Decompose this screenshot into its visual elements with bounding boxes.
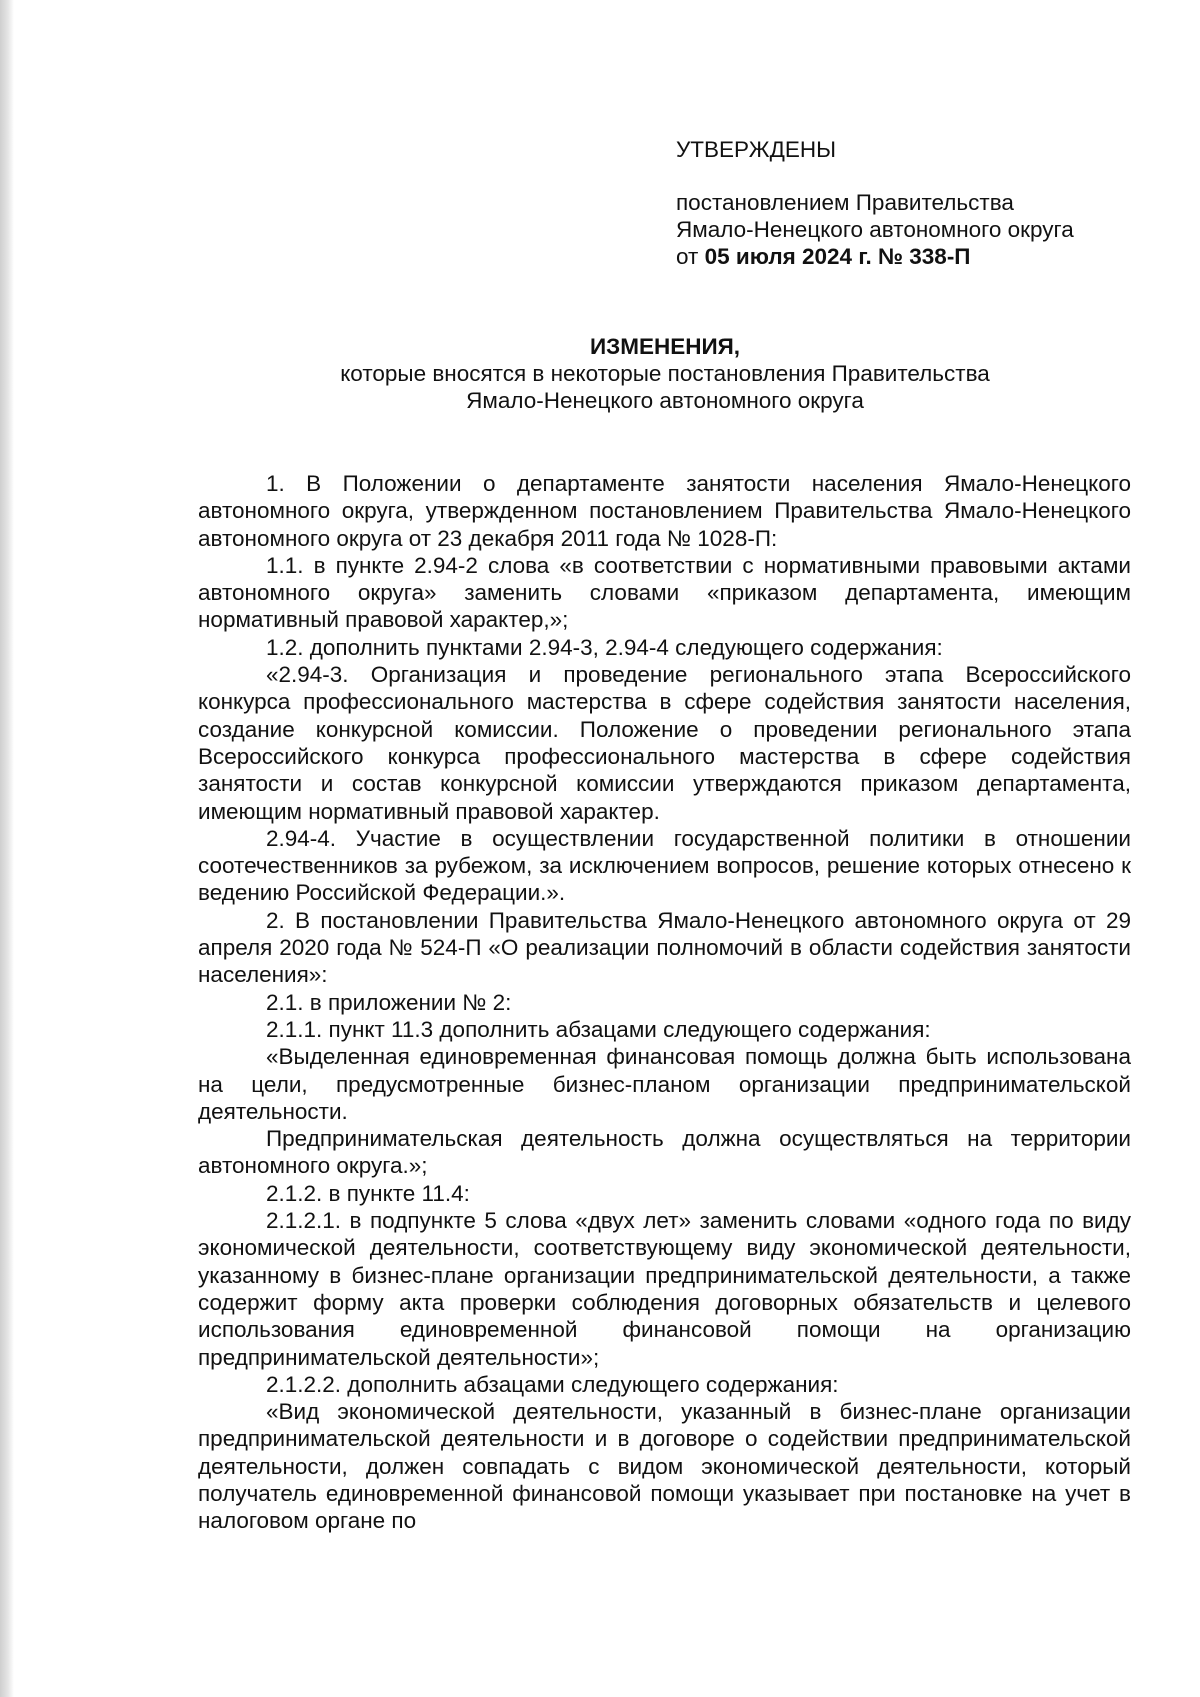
approval-stamp-block	[676, 136, 1156, 270]
approval-date-line	[676, 243, 1156, 270]
document-title-block	[200, 333, 1130, 414]
paragraph: 2.1.2.2. дополнить абзацами следующего содержания:	[266, 1371, 839, 1397]
approval-line-2: Ямало-Ненецкого автономного округа	[676, 217, 1074, 242]
paragraph: «Выделенная единовременная финансовая помощь должна быть использована на цели, предусмотренные бизнес-планом организации предпринимательской деятельности.	[198, 1044, 1131, 1124]
approval-date-prefix: от	[676, 244, 705, 269]
paragraph: 2. В постановлении Правительства Ямало-Ненецкого автономного округа от 29 апреля 2020 года № 524-П «О реализации полномочий в области содействия занятости населения»:	[198, 907, 1131, 988]
paragraph: 2.1.1. пункт 11.3 дополнить абзацами следующего содержания:	[266, 1016, 931, 1042]
scan-edge-shadow	[0, 0, 14, 1697]
paragraph: 1.2. дополнить пунктами 2.94-3, 2.94-4 следующего содержания:	[266, 634, 943, 660]
paragraph: 2.1. в приложении № 2:	[266, 989, 512, 1015]
document-subtitle-line-2: Ямало-Ненецкого автономного округа	[466, 388, 864, 413]
paragraph: 2.1.2. в пункте 11.4:	[266, 1180, 470, 1206]
approval-date-number: 05 июля 2024 г. № 338-П	[704, 244, 971, 269]
document-subtitle-line-1: которые вносятся в некоторые постановления Правительства	[340, 361, 990, 386]
paragraph: «Вид экономической деятельности, указанный в бизнес-плане организации предпринимательской деятельности и в договоре о содействии предпринимательской деятельности, должен совпадать с видом экономической деятельности, который получатель единовременной финансовой помощи указывает при постановке на учет в налоговом органе по	[198, 1399, 1131, 1534]
paragraph: «2.94-3. Организация и проведение регионального этапа Всероссийского конкурса профессионального мастерства в сфере содействия занятости населения, создание конкурсной комиссии. Положение о проведении регионального этапа Всероссийского конкурса профессионального мастерства в сфере содействия занятости и состав конкурсной комиссии утверждаются приказом департамента, имеющим нормативный правовой характер.	[198, 662, 1131, 824]
paragraph: 2.1.2.1. в подпункте 5 слова «двух лет» заменить словами «одного года по виду экономической деятельности, соответствующему виду экономической деятельности, указанному в бизнес-плане организации предпринимательской деятельности, а также содержит форму акта проверки соблюдения договорных обязательств и целевого использования единовременной финансовой помощи на организацию предпринимательской деятельности»;	[198, 1208, 1131, 1370]
approval-line-1: постановлением Правительства	[676, 190, 1014, 215]
paragraph: 1.1. в пункте 2.94-2 слова «в соответствии с нормативными правовыми актами автономного округа» заменить словами «приказом департамента, имеющим нормативный правовой характер,»;	[198, 552, 1131, 633]
approved-title: УТВЕРЖДЕНЫ	[676, 137, 836, 162]
paragraph: Предпринимательская деятельность должна осуществляться на территории автономного округа.»;	[198, 1126, 1131, 1179]
paragraph: 1. В Положении о департаменте занятости населения Ямало-Ненецкого автономного округа, утвержденном постановлением Правительства Ямало-Ненецкого автономного округа от 23 декабря 2011 года № 1028-П:	[198, 471, 1131, 551]
paragraph: 2.94-4. Участие в осуществлении государственной политики в отношении соотечественников за рубежом, за исключением вопросов, решение которых отнесено к ведению Российской Федерации.».	[198, 825, 1131, 906]
document-body	[198, 470, 1131, 1535]
document-title: ИЗМЕНЕНИЯ,	[589, 334, 741, 359]
